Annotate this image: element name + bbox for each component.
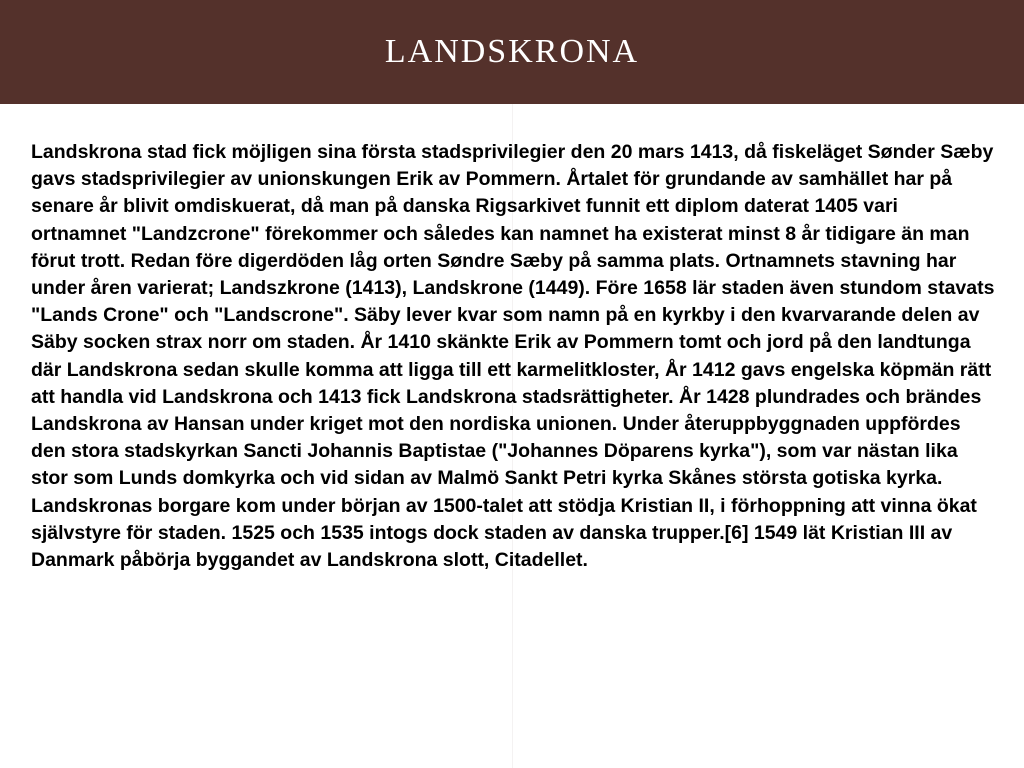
slide-title: LANDSKRONA	[384, 33, 640, 70]
title-bar	[0, 0, 1024, 104]
body-text: Landskrona stad fick möjligen sina första stadsprivilegier den 20 mars 1413, då fiskeläget Sønder Sæby gavs stadsprivilegier av unionskungen Erik av Pommern. Årtalet för grundande av samhället har på senare år blivit omdiskuerat, då man på danska Rigsarkivet funnit ett diplom daterat 1405 vari ortnamnet "Landzcrone" förekommer och således kan namnet ha existerat minst 8 år tidigare än man förut trott. Redan före digerdöden låg orten Søndre Sæby på samma plats. Ortnamnets stavning har under åren varierat; Landszkrone (1413), Landskrone (1449). Före 1658 lär staden även stundom stavats "Lands Crone" och "Landscrone". Säby lever kvar som namn på en kyrkby i den kvarvarande delen av Säby socken strax norr om staden. År 1410 skänkte Erik av Pommern tomt och jord på den landtunga där Landskrona sedan skulle komma att ligga till ett karmelitkloster, År 1412 gavs engelska köpmän rätt att handla vid Landskrona och 1413 fick Landskrona stadsrättigheter. År 1428 plundrades och brändes Landskrona av Hansan under kriget mot den nordiska unionen. Under återuppbyggnaden uppfördes den stora stadskyrkan Sancti Johannis Baptistae ("Johannes Döparens kyrka"), som var nästan lika stor som Lunds domkyrka och vid sidan av Malmö Sankt Petri kyrka Skånes största gotiska kyrka. Landskronas borgare kom under början av 1500-talet att stödja Kristian II, i förhoppning att vinna ökat självstyre för staden. 1525 och 1535 intogs dock staden av danska trupper.[6] 1549 lät Kristian III av Danmark påbörja byggandet av Landskrona slott, Citadellet.	[31, 141, 995, 572]
